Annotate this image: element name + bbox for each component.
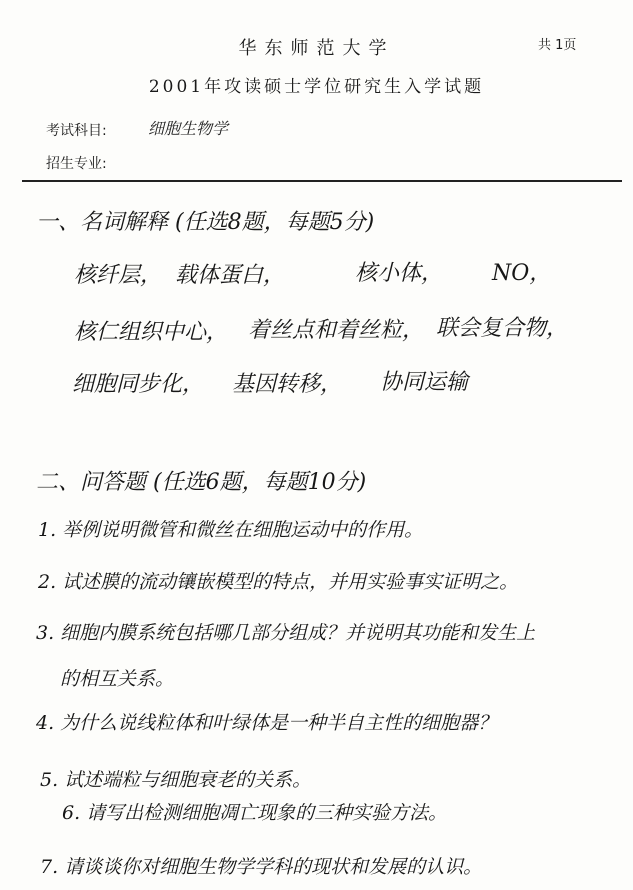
subject-label: 考试科目: (46, 123, 107, 139)
question-item: 2. 试述膜的流动镶嵌模型的特点，并用实验事实证明之。 (38, 571, 519, 593)
question-item: 6. 请写出检测细胞凋亡现象的三种实验方法。 (62, 802, 448, 824)
term-item: 核小体， (355, 261, 444, 286)
major-label: 招生专业: (46, 156, 107, 172)
page-count: 共 1页 (538, 38, 577, 53)
university-name: 华东师范大学 (238, 38, 395, 59)
section2-heading: 二、问答题 (任选6题，每题10分) (36, 470, 367, 495)
exam-title: 2001年攻读硕士学位研究生入学试题 (148, 77, 485, 97)
term-item: 核纤层， (74, 263, 163, 288)
question-item: 7. 请谈谈你对细胞生物学学科的现状和发展的认识。 (40, 856, 483, 878)
term-item: 联会复合物， (436, 316, 569, 341)
term-item: 核仁组织中心， (74, 320, 229, 345)
question-item: 1. 举例说明微管和微丝在细胞运动中的作用。 (38, 519, 424, 541)
question-item: 4. 为什么说线粒体和叶绿体是一种半自主性的细胞器？ (36, 712, 498, 734)
question-item: 5. 试述端粒与细胞衰老的关系。 (40, 769, 312, 791)
term-item: 细胞同步化， (72, 372, 205, 397)
question-item: 3. 细胞内膜系统包括哪几部分组成？并说明其功能和发生上 (36, 622, 536, 644)
term-item: 着丝点和着丝粒， (248, 318, 425, 343)
header-divider (22, 180, 622, 182)
term-item: NO， (492, 261, 552, 286)
section1-heading: 一、名词解释 (任选8题，每题5分) (36, 210, 375, 235)
term-item: 基因转移， (232, 372, 343, 397)
question-item: 的相互关系。 (60, 668, 175, 690)
term-item: 协同运输 (380, 370, 469, 395)
term-item: 载体蛋白， (175, 263, 286, 288)
subject-value: 细胞生物学 (148, 119, 229, 138)
